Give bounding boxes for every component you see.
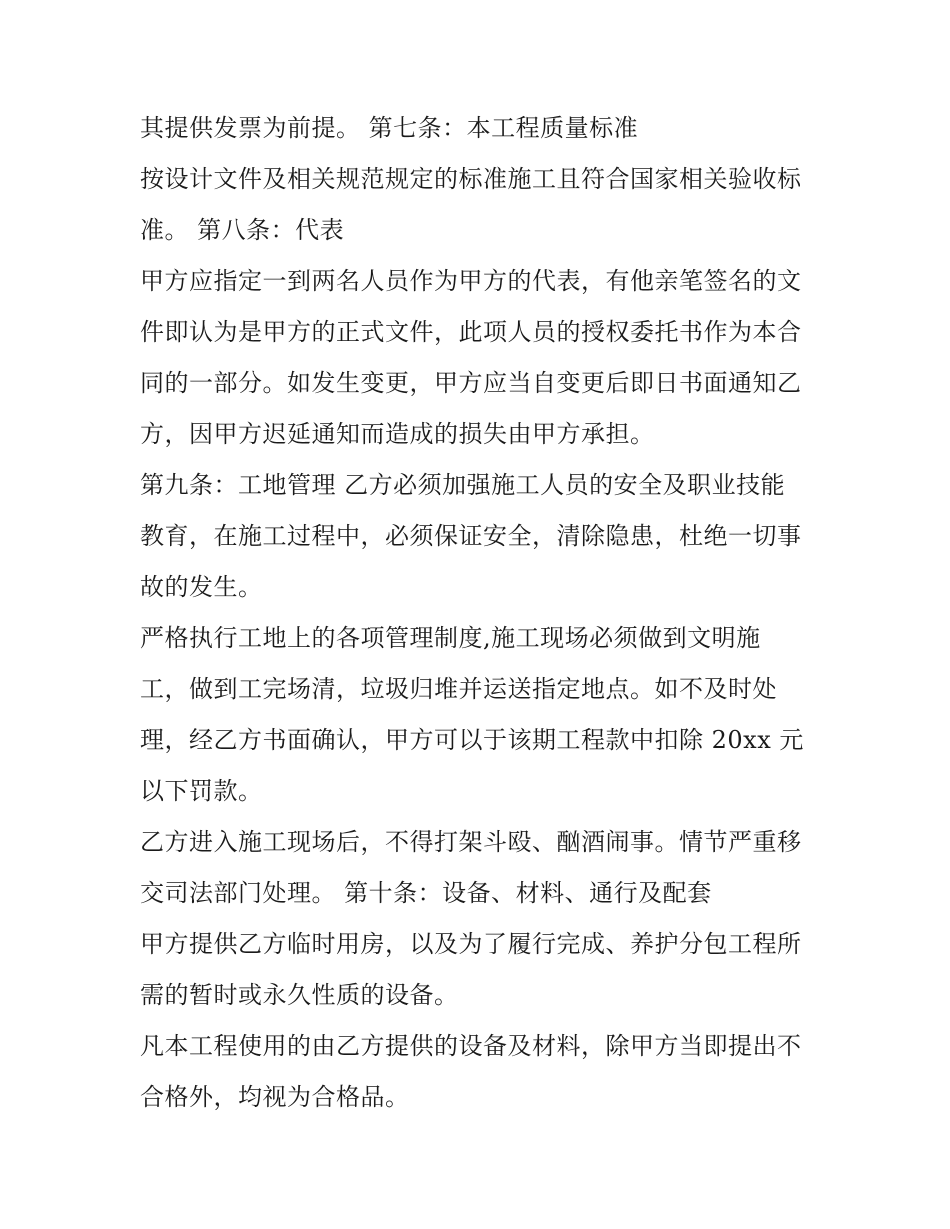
text-line: 工，做到工完场清，垃圾归堆并运送指定地点。如不及时处 [140, 675, 777, 703]
text-line: 教育，在施工过程中，必须保证安全，清除隐患，杜绝一切事 [140, 522, 802, 550]
text-line: 需的暂时或永久性质的设备。 [140, 981, 459, 1009]
text-line: 同的一部分。如发生变更，甲方应当自变更后即日书面通知乙 [140, 369, 802, 397]
text-line: 故的发生。 [140, 573, 263, 601]
text-line: 其提供发票为前提。 第七条：本工程质量标准 [140, 114, 639, 142]
text-line: 交司法部门处理。 第十条：设备、材料、通行及配套 [140, 879, 712, 907]
text-line: 严格执行工地上的各项管理制度,施工现场必须做到文明施 [140, 624, 761, 652]
text-line: 按设计文件及相关规范规定的标准施工且符合国家相关验收标 [140, 165, 802, 193]
text-line: 准。 第八条：代表 [140, 216, 345, 244]
text-line: 合格外，均视为合格品。 [140, 1083, 410, 1111]
text-line: 凡本工程使用的由乙方提供的设备及材料，除甲方当即提出不 [140, 1032, 802, 1060]
text-line: 件即认为是甲方的正式文件，此项人员的授权委托书作为本合 [140, 318, 802, 346]
document-body [140, 103, 820, 1123]
text-line: 以下罚款。 [140, 777, 263, 805]
text-line: 理，经乙方书面确认，甲方可以于该期工程款中扣除 20xx 元 [140, 726, 804, 754]
text-line: 方，因甲方迟延通知而造成的损失由甲方承担。 [140, 420, 655, 448]
text-line: 乙方进入施工现场后，不得打架斗殴、酗酒闹事。情节严重移 [140, 828, 802, 856]
text-line: 第九条：工地管理 乙方必须加强施工人员的安全及职业技能 [140, 471, 786, 499]
text-line: 甲方提供乙方临时用房，以及为了履行完成、养护分包工程所 [140, 930, 802, 958]
text-line: 甲方应指定一到两名人员作为甲方的代表，有他亲笔签名的文 [140, 267, 802, 295]
